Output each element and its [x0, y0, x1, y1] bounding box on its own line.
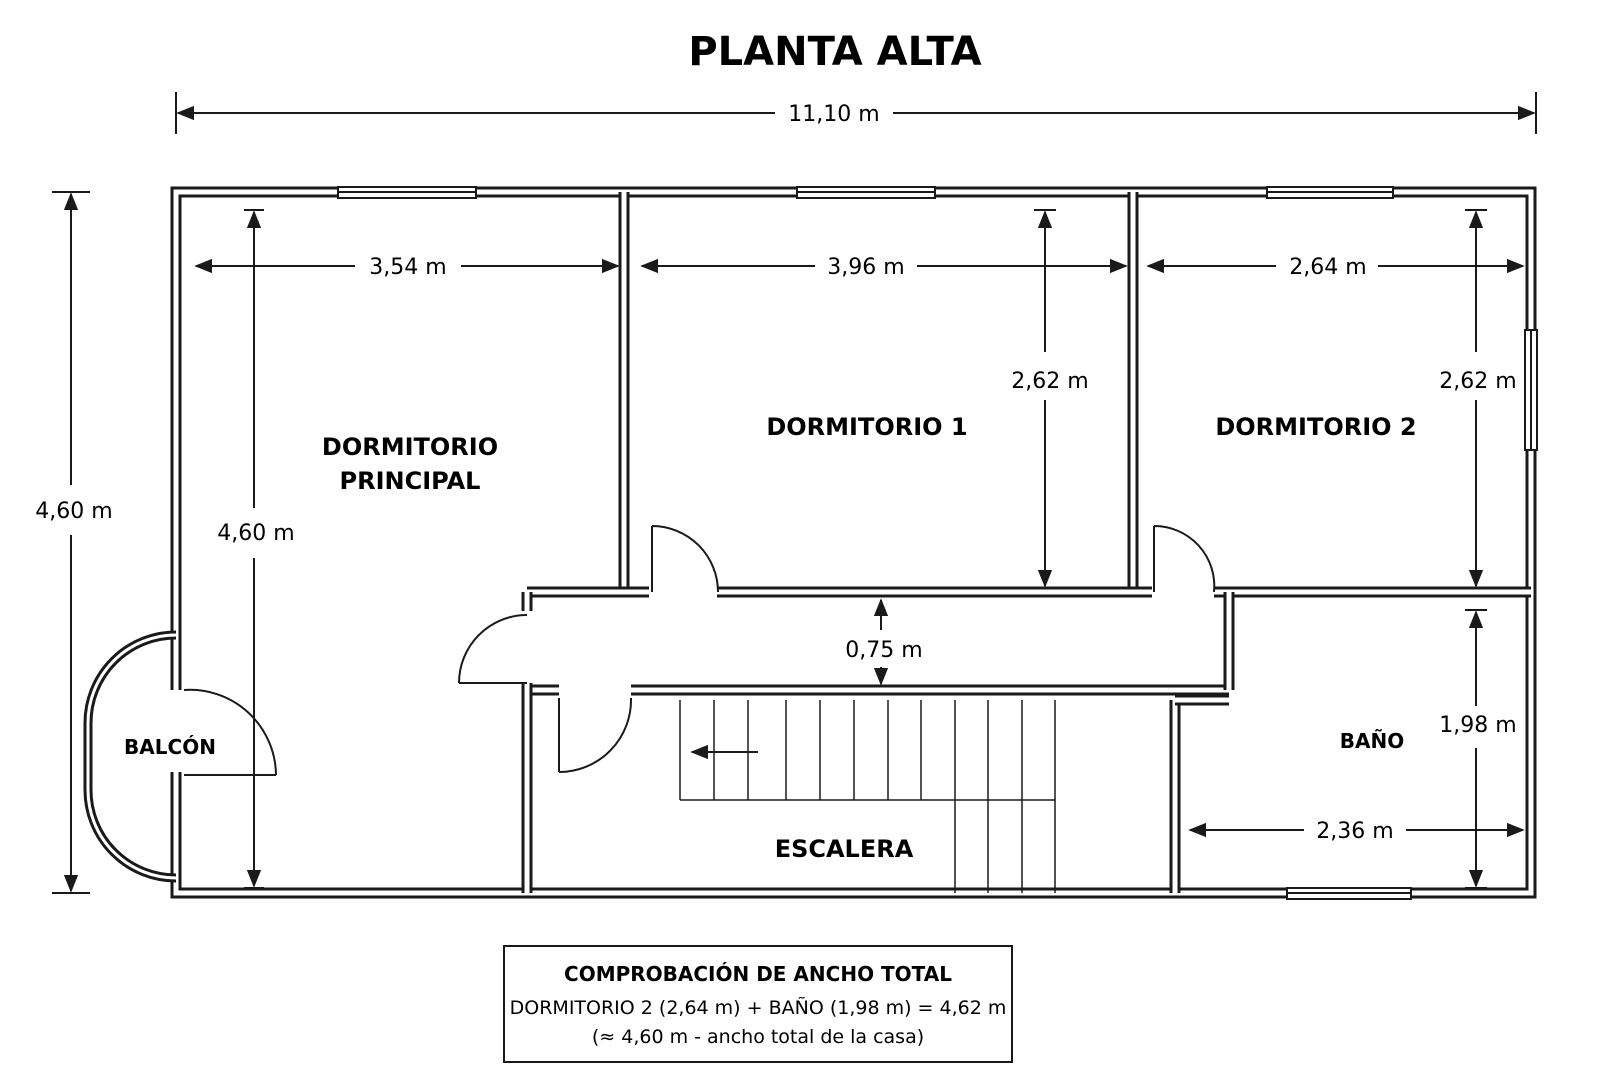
master-width-label: 3,54 m: [369, 255, 447, 280]
overall-width-dimension: [176, 92, 1536, 134]
bathroom-name: BAÑO: [1339, 729, 1405, 753]
bedroom1-dimensions: [642, 210, 1126, 588]
bedroom1-depth-label: 2,62 m: [1011, 369, 1089, 394]
staircase: [680, 700, 1055, 893]
bathroom-dimensions: [1190, 610, 1523, 888]
overall-depth-dimension: [35, 192, 112, 893]
door-bedroom1: [652, 526, 718, 592]
balcony-name: BALCÓN: [124, 735, 216, 759]
master-name-line1: DORMITORIO: [321, 433, 499, 461]
door-master: [459, 615, 527, 683]
bedroom2-name: DORMITORIO 2: [1215, 413, 1417, 441]
bedroom1-width-label: 3,96 m: [827, 255, 905, 280]
master-name-line2: PRINCIPAL: [339, 467, 481, 495]
master-depth-label: 4,60 m: [217, 521, 295, 546]
stairs-name: ESCALERA: [774, 835, 914, 863]
plan-title: PLANTA ALTA: [688, 29, 982, 75]
door-balcony: [184, 690, 276, 775]
master-dimensions: [196, 210, 618, 888]
check-box-line2: (≈ 4,60 m - ancho total de la casa): [591, 1026, 925, 1048]
bedroom2-depth-label: 2,62 m: [1439, 369, 1517, 394]
overall-width-label: 11,10 m: [788, 102, 880, 127]
bathroom-depth-label: 1,98 m: [1439, 713, 1517, 738]
bedroom1-name: DORMITORIO 1: [766, 413, 968, 441]
overall-depth-label: 4,60 m: [35, 499, 113, 524]
bedroom2-dimensions: [1148, 210, 1523, 588]
windows: [338, 187, 1537, 899]
hallway-dimension: [845, 600, 922, 684]
width-check-box: [504, 946, 1012, 1062]
bathroom-width-label: 2,36 m: [1316, 819, 1394, 844]
door-openings: [168, 584, 1214, 772]
door-bedroom2: [1154, 526, 1214, 592]
door-stairs: [559, 698, 631, 772]
check-box-line1: DORMITORIO 2 (2,64 m) + BAÑO (1,98 m) = 4,62 m: [509, 997, 1007, 1019]
door-swings: [184, 526, 1214, 775]
bedroom2-width-label: 2,64 m: [1289, 255, 1367, 280]
hallway-width-label: 0,75 m: [845, 638, 923, 663]
check-box-title: COMPROBACIÓN DE ANCHO TOTAL: [564, 962, 952, 986]
